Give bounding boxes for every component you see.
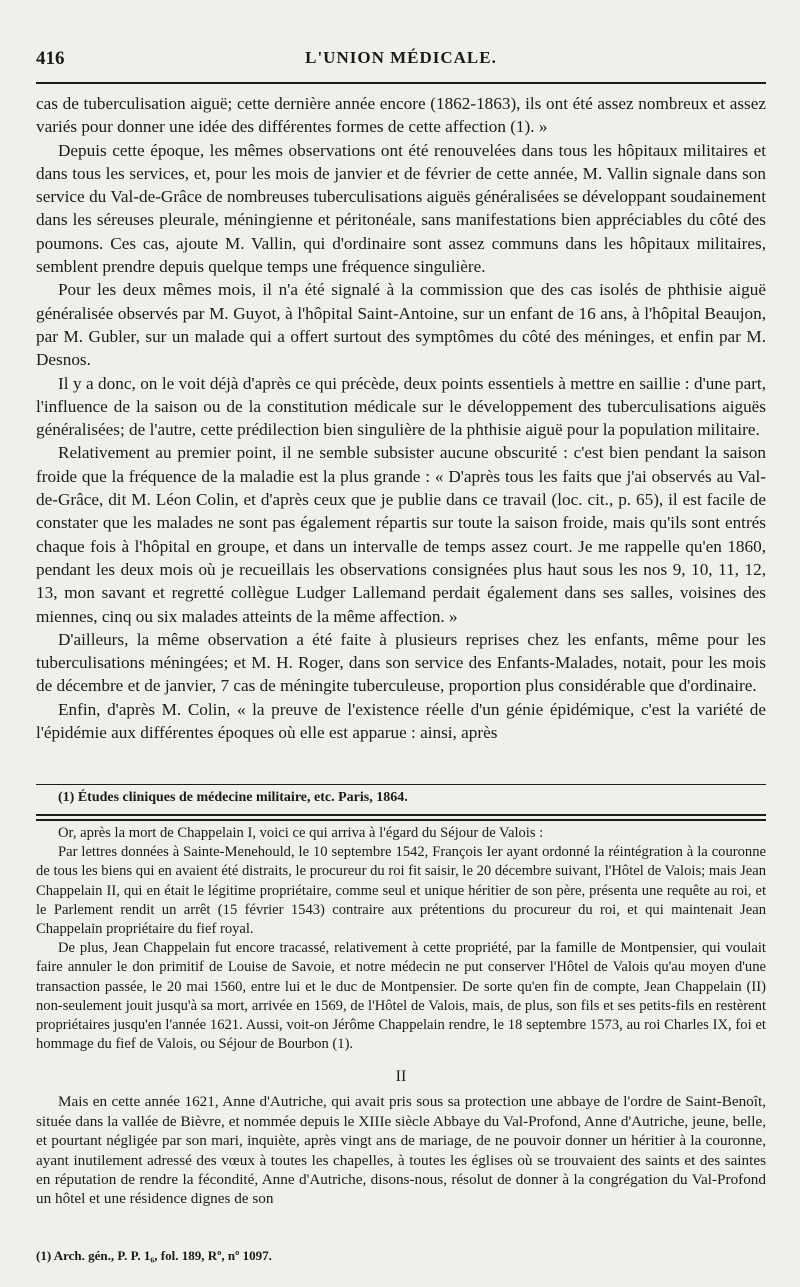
page-header [36, 48, 766, 76]
header-rule [36, 82, 766, 84]
paragraph: Enfin, d'après M. Colin, « la preuve de l'existence réelle d'un génie épidémique, c'est la variété de l'épidémie aux différentes époques où elle est apparue : ainsi, après [36, 699, 766, 743]
footnote-rule [36, 784, 766, 785]
paragraph: D'ailleurs, la même observation a été faite à plusieurs reprises chez les enfants, même pour les tuberculisations méningées; et M. H. Roger, dans son service des Enfants-Malades, notait, pour les mois de décembre et de janvier, 7 cas de méningite tuberculeuse, proportion plus considérable que d'ordinaire. [36, 629, 766, 696]
paragraph: Or, après la mort de Chappelain I, voici ce qui arriva à l'égard du Séjour de Valois : [58, 825, 544, 841]
paragraph: Depuis cette époque, les mêmes observations ont été renouvelées dans tous les hôpitaux militaires et dans tous les services, et, pour les mois de janvier et de février de cette année, M. Vallin signale dans son service du Val-de-Grâce de nombreuses tuberculisations aiguës généralisées se développant soudainement dans les séreuses pleurale, méningienne et péritonéale, sans manifestations bien appréciables du côté des poumons. Ces cas, ajoute M. Vallin, qui d'ordinaire sont assez communs dans les hôpitaux militaires, semblent prendre depuis quelque temps une fréquence singulière. [36, 140, 766, 277]
feuilleton-text [36, 824, 766, 1209]
paragraph: Par lettres données à Sainte-Menehould, le 10 septembre 1542, François Ier ayant ordonné la réintégration à la couronne de tous les biens qui en avaient été distraits, le procureur du roi fit saisir, le 20 décembre suivant, l'Hôtel de Valois; mais Jean Chappelain II, qui en était le légitime propriétaire, comme seul et unique héritier de son père, présenta une requête au roi, et le Parlement rendit un arrêt (15 février 1543) contraire aux prétentions du procureur du roi, et qui maintenait Jean Chappelain propriétaire du fief royal. [36, 844, 766, 938]
paragraph: Il y a donc, on le voit déjà d'après ce qui précède, deux points essentiels à mettre en saillie : d'une part, l'influence de la saison ou de la constitution médicale sur le développement des tuberculisations aiguës généralisées; de l'autre, cette prédilection bien singulière de la phthisie aiguë pour la population militaire. [36, 373, 766, 440]
feuilleton-separator [36, 819, 766, 821]
paragraph: Relativement au premier point, il ne semble subsister aucune obscurité : c'est bien pendant la saison froide que la fréquence de la maladie est la plus grande : « D'après tous les faits que j'ai observés au Val-de-Grâce, dit M. Léon Colin, et d'après ceux que je publie dans ce travail (loc. cit., p. 65), il est facile de constater que les malades ne sont pas également répartis sur toute la saison froide, mais qu'ils sont entrés chaque fois à l'hôpital en groupe, et dans un intervalle de temps assez court. Je me rappelle qu'en 1860, pendant les deux mois où je recueillais les observations consignées plus haut sous les nos 9, 10, 11, 12, 13, mon savant et regretté collègue Ludger Lallemand perdait également dans ses salles, voisines des miennes, cinq ou six malades atteints de la même affection. » [36, 443, 766, 626]
main-article-text [36, 92, 766, 744]
running-title: L'UNION MÉDICALE. [305, 48, 497, 67]
paragraph: cas de tuberculisation aiguë; cette dernière année encore (1862-1863), ils ont été assez nombreux et assez variés pour donner une idée des différentes formes de cette affection (1). » [36, 94, 766, 137]
paragraph: De plus, Jean Chappelain fut encore tracassé, relativement à cette propriété, par la famille de Montpensier, qui voulait faire annuler le don primitif de Louise de Savoie, et notre médecin ne put conserver l'Hôtel de Valois qu'au moyen d'une transaction passée, le 20 mai 1560, entre lui et le duc de Montpensier. De sorte qu'en fin de compte, Jean Chappelain (II) non-seulement jouit jusqu'à sa mort, arrivée en 1569, de l'Hôtel de Valois, mais, de plus, son fils et ses petits-fils en restèrent propriétaires jusqu'en l'année 1621. Aussi, voit-on Jérôme Chappelain rendre, le 18 septembre 1573, au roi Charles IX, foi et hommage du fief de Valois, ou Séjour de Bourbon (1). [36, 940, 766, 1053]
paragraph: Mais en cette année 1621, Anne d'Autriche, qui avait pris sous sa protection une abbaye de l'ordre de Saint-Benoît, située dans la vallée de Bièvre, et nommée depuis le XIIIe siècle Abbaye du Val-Profond, Anne d'Autriche, jeune, belle, et pourtant négligée par son mari, inquiète, après vingt ans de mariage, de ne pouvoir donner un héritier à la couronne, ayant inutilement adressé des vœux à toutes les chapelles, à toutes les églises où se trouvaient des saints et des saintes en réputation de rendre la fécondité, Anne d'Autriche, disons-nous, résolut de donner à la congrégation du Val-Profond un hôtel et une résidence dignes de son [36, 1093, 766, 1208]
feuilleton-footnote: (1) Arch. gén., P. P. 1₆, fol. 189, Rº, nº 1097. [36, 1248, 272, 1263]
paragraph: Pour les deux mêmes mois, il n'a été signalé à la commission que des cas isolés de phthisie aiguë généralisée observés par M. Guyot, à l'hôpital Saint-Antoine, sur un enfant de 16 ans, à l'hôpital Beaujon, par M. Gubler, sur un malade qui a offert surtout des symptômes du côté des méninges, et enfin par M. Desnos. [36, 280, 766, 370]
section-numeral: II [395, 1068, 407, 1086]
page-number: 416 [36, 48, 65, 69]
feuilleton-separator [36, 814, 766, 816]
main-footnote: (1) Études cliniques de médecine militaire, etc. Paris, 1864. [58, 790, 408, 805]
